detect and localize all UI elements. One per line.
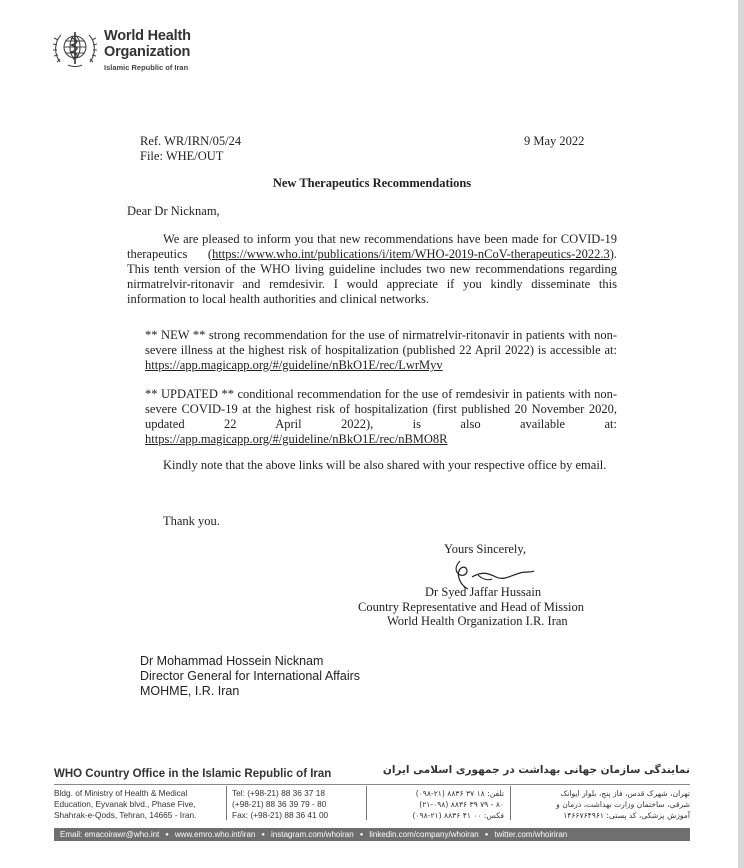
reference-number: Ref. WR/IRN/05/24 [140,134,242,148]
contact-linkedin-link[interactable]: linkedin.com/company/whoiran [369,830,479,839]
paragraph-new-text: ** NEW ** strong recommendation for the use of nirmatrelvir-ritonavir in patients with non-severe illness at the highest risk of hospitalization (published 22 April 2022) is accessible at: [145,328,617,357]
bullet-separator-icon: ● [484,831,489,838]
letter-date: 9 May 2022 [524,134,585,148]
recipient-org: MOHME, I.R. Iran [140,684,240,698]
address-line: Education, Eyvanak blvd., Phase Five, [54,799,196,809]
footer-phones [232,788,328,821]
paragraph-intro-text-a: We are pleased to inform you that new recommendations have been made for COVID-19 therapeutics ( [127,232,617,261]
signatory-organization: World Health Organization I.R. Iran [387,614,568,628]
org-name-line2: Organization [104,44,191,60]
paragraph-links-note: Kindly note that the above links will be also shared with your respective office by email. [163,458,607,472]
phone-line: Tel: (+98-21) 88 36 37 18 [232,788,325,798]
address-line-fa: شرقی، ساختمان وزارت بهداشت، درمان و [556,800,690,809]
footer-separator [226,786,227,820]
paragraph-updated-text: ** UPDATED ** conditional recommendation for the use of remdesivir in patients with non-severe COVID-19 at the highest risk of hospitalization (first published 20 November 2020, updated 22 April 2022), is also available at: [145,387,617,431]
closing-thanks: Thank you. [163,514,220,528]
recipient-block [140,654,360,699]
phone-line-fa: فکس: ۰۰ ۴۱ ۸۸۳۶ (۲۱-۰۹۸) [412,811,504,820]
signatory-name: Dr Syed Jaffar Hussain [425,585,542,599]
org-name-line1: World Health [104,28,191,44]
reference-block [140,134,241,164]
paragraph-new-recommendation [145,328,617,373]
footer-address-fa [516,788,690,821]
recipient-name: Dr Mohammad Hossein Nicknam [140,654,324,668]
contact-email-link[interactable]: Email: emacoirawr@who.int [60,830,160,839]
nirmatrelvir-guideline-link[interactable]: https://app.magicapp.org/#/guideline/nBkO1E/rec/LwrMyv [145,358,443,372]
phone-line-fa: تلفن: ۱۸ ۳۷ ۸۸۳۶ (۲۱-۰۹۸) [415,789,504,798]
address-line-fa: آموزش پزشکی، کد پستی: ۱۴۶۶۷۶۴۹۶۱ [563,811,690,820]
signatory-title: Country Representative and Head of Mission [358,600,584,614]
who-logo [52,28,191,72]
phone-line: (+98-21) 88 36 39 79 - 80 [232,799,327,809]
footer-office-title-fa: نمایندگی سازمان جهانی بهداشت در جمهوری اسلامی ایران [382,764,690,776]
paragraph-intro-text-b: ). This tenth version of the WHO living guideline includes two new recommendations regarding nirmatrelvir-ritonavir and remdesivir. I would appreciate if you kindly disseminate this information to local health authorities and clinical networks. [127,247,617,306]
footer-contact-bar [54,828,690,841]
salutation: Dear Dr Nicknam, [127,204,220,218]
paragraph-updated-recommendation [145,387,617,447]
file-code: File: WHE/OUT [140,149,224,163]
recipient-title: Director General for International Affairs [140,669,361,683]
address-line: Bldg. of Ministry of Health & Medical [54,788,188,798]
remdesivir-guideline-link[interactable]: https://app.magicapp.org/#/guideline/nBkO1E/rec/nBMO8R [145,432,448,446]
scan-edge [738,0,744,868]
address-line-fa: تهران، شهرک قدس، فاز پنج، بلوار ایوانک [560,789,690,798]
phone-line-fa: ۸۰ - ۷۹ ۳۹ ۸۸۳۶ (۲۱-۰۹۸) [419,800,504,809]
footer-separator [510,786,511,820]
contact-website-link[interactable]: www.emro.who.int/iran [174,830,256,839]
contact-twitter-link[interactable]: twitter.com/whoiriran [494,830,568,839]
closing-phrase: Yours Sincerely, [444,542,526,556]
phone-line: Fax: (+98-21) 88 36 41 00 [232,810,329,820]
footer-address [54,788,196,821]
who-emblem-icon [52,28,98,68]
footer-separator [366,786,367,820]
address-line: Shahrak-e-Qods, Tehran, 14665 - Iran. [54,810,197,820]
paragraph-intro [127,232,617,307]
footer-divider [54,784,690,785]
footer-phones-fa [372,788,504,821]
bullet-separator-icon: ● [359,831,364,838]
letter-subject: New Therapeutics Recommendations [272,176,472,190]
footer-office-title: WHO Country Office in the Islamic Republic of Iran [54,768,332,780]
who-guideline-link[interactable]: https://www.who.int/publications/i/item/WHO-2019-nCoV-therapeutics-2022.3 [212,247,610,261]
contact-instagram-link[interactable]: instagram.com/whoiran [271,830,354,839]
bullet-separator-icon: ● [261,831,265,838]
bullet-separator-icon: ● [165,831,169,838]
org-country: Islamic Republic of Iran [104,63,189,72]
